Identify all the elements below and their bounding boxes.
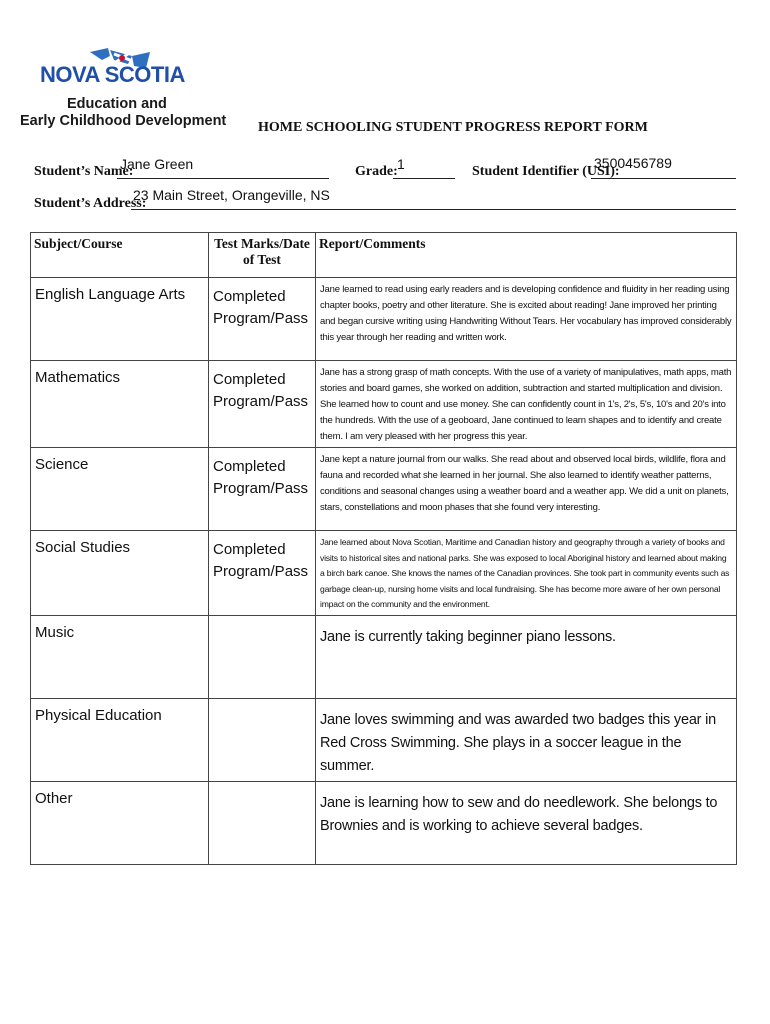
column-header-subject: Subject/Course (31, 233, 209, 278)
table-row (31, 615, 737, 698)
student-name-label: Student’s Name: (34, 164, 134, 179)
comment-cell[interactable]: Jane learned to read using early readers and is developing confidence and fluidity in her reading using chapter books, poetry and other literature. She is excited about reading! Jane improved her printing and began cursive writing using Handwriting Without Tears. Her vocabulary has improved considerably this year through her reading and written work. (316, 278, 737, 361)
usi-label: Student Identifier (USI): (472, 164, 620, 179)
comment-cell[interactable]: Jane learned about Nova Scotian, Maritime and Canadian history and geography through a variety of books and visits to historical sites and national parks. She was exposed to local Aboriginal history and learned about making a birch bark canoe. She knows the names of the Canadian provinces. She took part in community events such as garbage clean-up, nursing home visits and local fundraising. She has become more aware of her own personal impact on the community and the environment. (316, 531, 737, 616)
table-row (31, 278, 737, 361)
column-header-comments: Report/Comments (316, 233, 737, 278)
comment-cell[interactable]: Jane kept a nature journal from our walks. She read about and observed local birds, wildlife, flora and fauna and recorded what she learned in her journal. She also learned to identify weather patterns, conditions and seasonal changes using a weather board and a weather app. We did a unit on planets, stars, constellations and moon phases that she found very interesting. (316, 448, 737, 531)
mark-cell[interactable]: Completed Program/Pass (209, 531, 316, 616)
grade-label: Grade: (355, 164, 398, 179)
province-wordmark: NOVA SCOTIA (40, 62, 185, 87)
progress-report-table (30, 232, 737, 865)
student-address-value[interactable]: 23 Main Street, Orangeville, NS (133, 187, 330, 203)
table-row (31, 361, 737, 448)
student-address-label: Student’s Address: (34, 196, 147, 211)
table-row (31, 698, 737, 781)
grade-value[interactable]: 1 (397, 156, 405, 172)
column-header-test-marks: Test Marks/Date of Test (209, 233, 316, 278)
department-name-line2: Early Childhood Development (20, 113, 227, 129)
subject-cell[interactable]: Physical Education (31, 698, 209, 781)
subject-cell[interactable]: English Language Arts (31, 278, 209, 361)
table-header-row (31, 233, 737, 278)
nova-scotia-logo (20, 42, 227, 132)
usi-value[interactable]: 3500456789 (594, 155, 672, 171)
mark-cell[interactable]: Completed Program/Pass (209, 448, 316, 531)
comment-cell[interactable]: Jane loves swimming and was awarded two badges this year in Red Cross Swimming. She plays in a soccer league in the summer. (316, 698, 737, 781)
subject-cell[interactable]: Music (31, 615, 209, 698)
subject-cell[interactable]: Other (31, 781, 209, 864)
subject-cell[interactable]: Social Studies (31, 531, 209, 616)
comment-cell[interactable]: Jane has a strong grasp of math concepts. With the use of a variety of manipulatives, math apps, math stories and board games, she worked on addition, subtraction and started multiplication and division. She learned how to count and use money. She can confidently count in 1's, 2's, 5's, 10's and 20's into the hundreds. With the use of a geoboard, Jane continued to learn shapes and to identify and create them. I am very pleased with her progress this year. (316, 361, 737, 448)
department-name-line1: Education and (67, 96, 167, 112)
table-row (31, 448, 737, 531)
student-name-value[interactable]: Jane Green (120, 156, 194, 172)
student-name-line (117, 178, 329, 179)
comment-cell[interactable]: Jane is learning how to sew and do needlework. She belongs to Brownies and is working to achieve several badges. (316, 781, 737, 864)
student-address-line (131, 209, 736, 210)
usi-line (591, 178, 736, 179)
grade-line (393, 178, 455, 179)
table-row (31, 781, 737, 864)
mark-cell[interactable]: Completed Program/Pass (209, 361, 316, 448)
mark-cell[interactable] (209, 615, 316, 698)
subject-cell[interactable]: Science (31, 448, 209, 531)
table-row (31, 531, 737, 616)
subject-cell[interactable]: Mathematics (31, 361, 209, 448)
mark-cell[interactable] (209, 698, 316, 781)
form-title: HOME SCHOOLING STUDENT PROGRESS REPORT FORM (258, 120, 648, 135)
mark-cell[interactable] (209, 781, 316, 864)
mark-cell[interactable]: Completed Program/Pass (209, 278, 316, 361)
comment-cell[interactable]: Jane is currently taking beginner piano lessons. (316, 615, 737, 698)
